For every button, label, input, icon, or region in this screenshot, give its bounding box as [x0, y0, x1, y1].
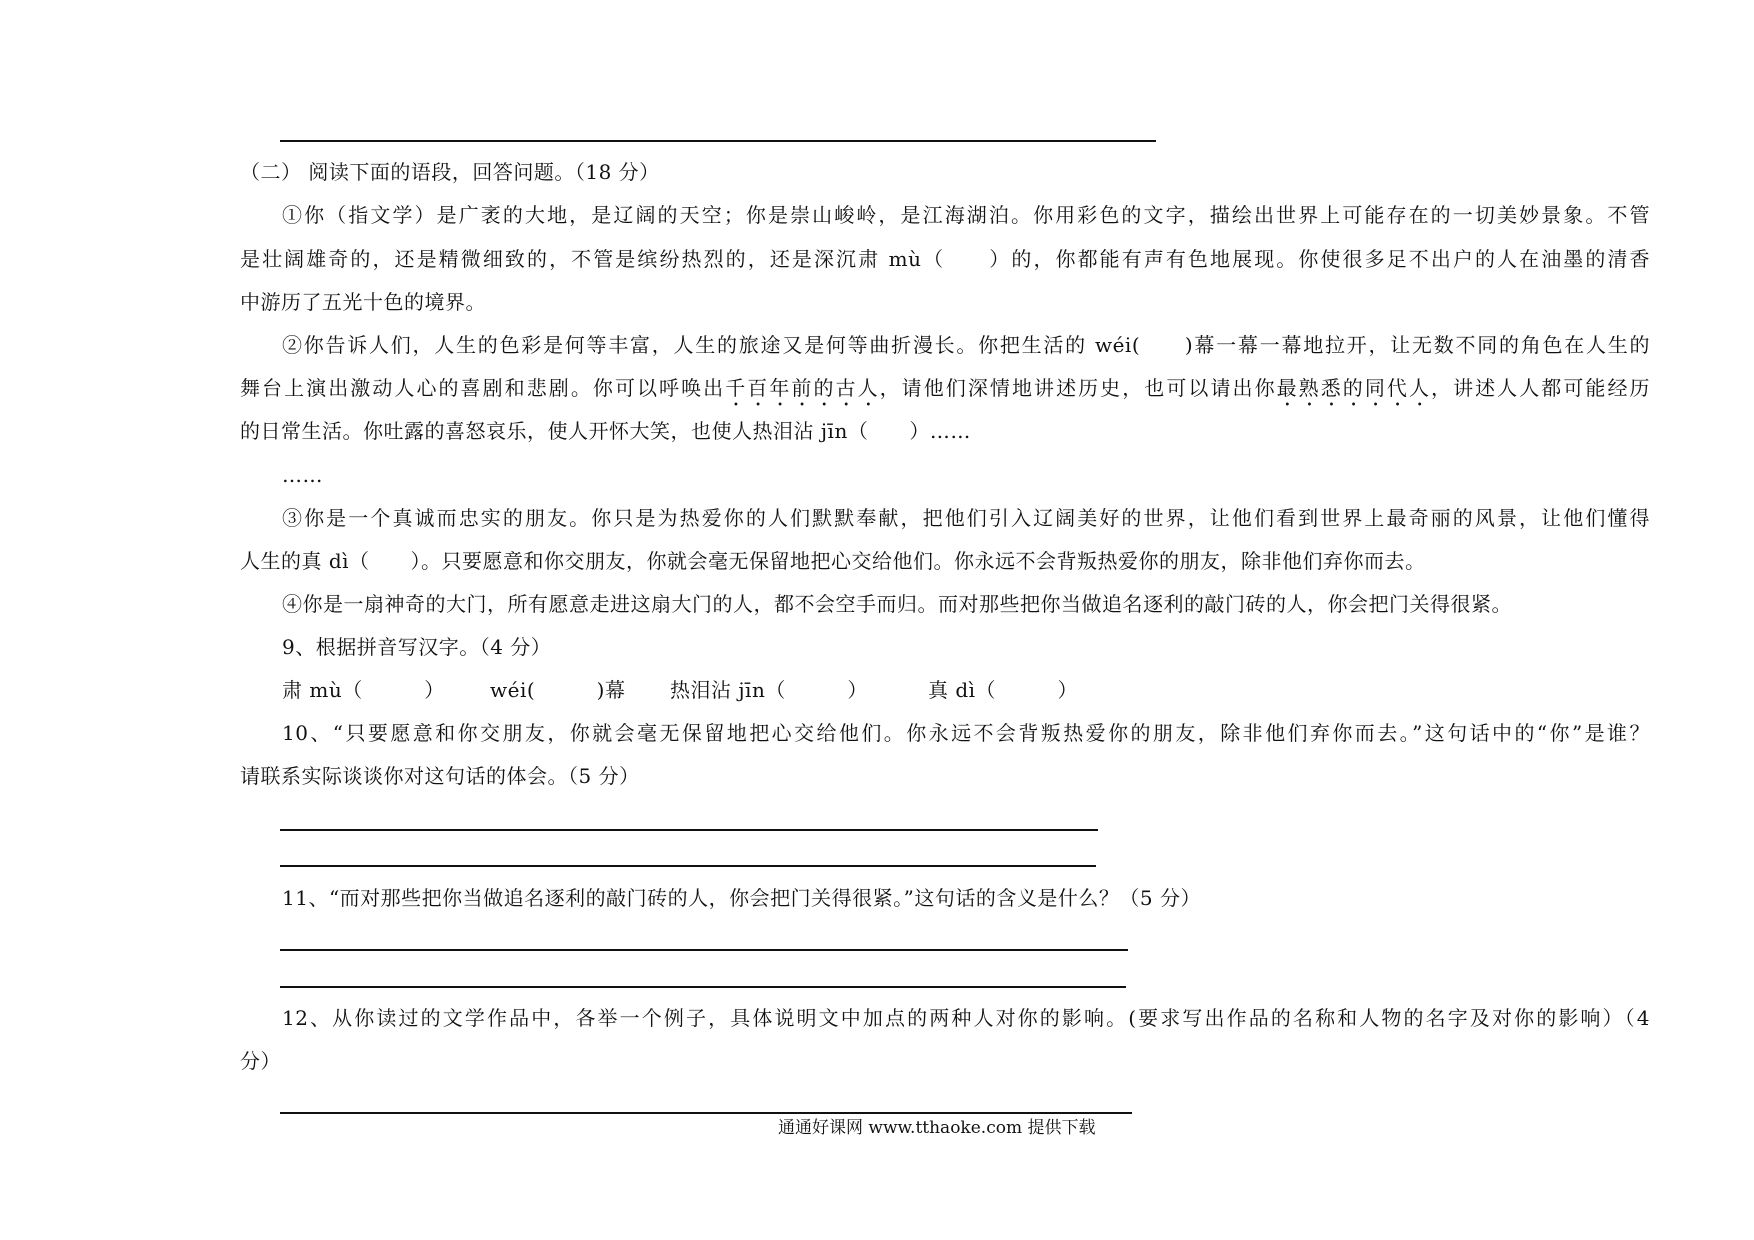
- answer-line-q10-1: [280, 829, 1098, 831]
- paragraph-1-line-1: ①你（指文学）是广袤的大地，是辽阔的天空；你是崇山峻岭，是江海湖泊。你用彩色的文字，描绘出世界上可能存在的一切美妙景象。不管: [282, 203, 1650, 227]
- question-9-title: 9、根据拼音写汉字。（4 分）: [282, 635, 552, 659]
- section-title: （二） 阅读下面的语段，回答问题。（18 分）: [240, 160, 660, 184]
- paragraph-2-line-1: ②你告诉人们，人生的色彩是何等丰富，人生的旅途又是何等曲折漫长。你把生活的 wéi( )幕一幕一幕地拉开，让无数不同的角色在人生的: [282, 333, 1650, 357]
- paragraph-2-line-3: 的日常生活。你吐露的喜怒哀乐，使人开怀大笑，也使人热泪沾 jīn（ ）……: [240, 419, 971, 443]
- question-9-item-4: 真 dì（ ）: [928, 678, 1079, 702]
- question-12-line-1: 12、从你读过的文学作品中，各举一个例子，具体说明文中加点的两种人对你的影响。(要求写出作品的名称和人物的名字及对你的影响）（4: [282, 1006, 1650, 1030]
- paragraph-2-line-2: [240, 374, 1650, 411]
- paragraph-2-text-a: 舞台上演出激动人心的喜剧和悲剧。你可以呼唤出: [240, 376, 726, 400]
- question-9-item-2: wéi( )幕: [490, 678, 626, 702]
- paragraph-1-line-2: 是壮阔雄奇的，还是精微细致的，不管是缤纷热烈的，还是深沉肃 mù（ ）的，你都能有声有色地展现。你使很多足不出户的人在油墨的清香: [240, 247, 1650, 271]
- dotted-phrase-contemporaries: 最熟悉的同代人: [1276, 376, 1432, 400]
- paragraph-4-line-1: ④你是一扇神奇的大门，所有愿意走进这扇大门的人，都不会空手而归。而对那些把你当做追名逐利的敲门砖的人，你会把门关得很紧。: [282, 592, 1512, 616]
- paragraph-2-text-c: ，讲述人人都可能经历: [1431, 376, 1651, 400]
- answer-line-top: [280, 140, 1156, 142]
- question-10-line-2: 请联系实际谈谈你对这句话的体会。（5 分）: [240, 764, 640, 788]
- footer-source: 通通好课网 www.tthaoke.com 提供下载: [778, 1118, 1096, 1138]
- question-9-item-3: 热泪沾 jīn（ ）: [670, 678, 868, 702]
- dotted-phrase-ancients: 千百年前的古人: [725, 376, 880, 400]
- question-12-line-2: 分）: [240, 1049, 281, 1073]
- answer-line-q11-1: [280, 949, 1128, 951]
- answer-line-q10-2: [280, 865, 1096, 867]
- question-10-line-1: 10、“只要愿意和你交朋友，你就会毫无保留地把心交给他们。你永远不会背叛热爱你的朋友，除非他们弃你而去。”这句话中的“你”是谁？: [282, 721, 1650, 745]
- question-11-line-1: 11、“而对那些把你当做追名逐利的敲门砖的人，你会把门关得很紧。”这句话的含义是什么？（5 分）: [282, 886, 1201, 910]
- paragraph-3-line-2: 人生的真 dì（ ）。只要愿意和你交朋友，你就会毫无保留地把心交给他们。你永远不会背叛热爱你的朋友，除非他们弃你而去。: [240, 549, 1426, 573]
- answer-line-q11-2: [280, 986, 1126, 988]
- question-9-item-1: 肃 mù（ ）: [282, 678, 445, 702]
- paragraph-3-line-1: ③你是一个真诚而忠实的朋友。你只是为热爱你的人们默默奉献，把他们引入辽阔美好的世界，让他们看到世界上最奇丽的风景，让他们懂得: [282, 506, 1650, 530]
- answer-line-q12-1: [280, 1112, 1132, 1114]
- ellipsis: ……: [282, 463, 323, 487]
- paragraph-1-line-3: 中游历了五光十色的境界。: [240, 290, 486, 314]
- paragraph-2-text-b: ，请他们深情地讲述历史，也可以请出你: [879, 376, 1277, 400]
